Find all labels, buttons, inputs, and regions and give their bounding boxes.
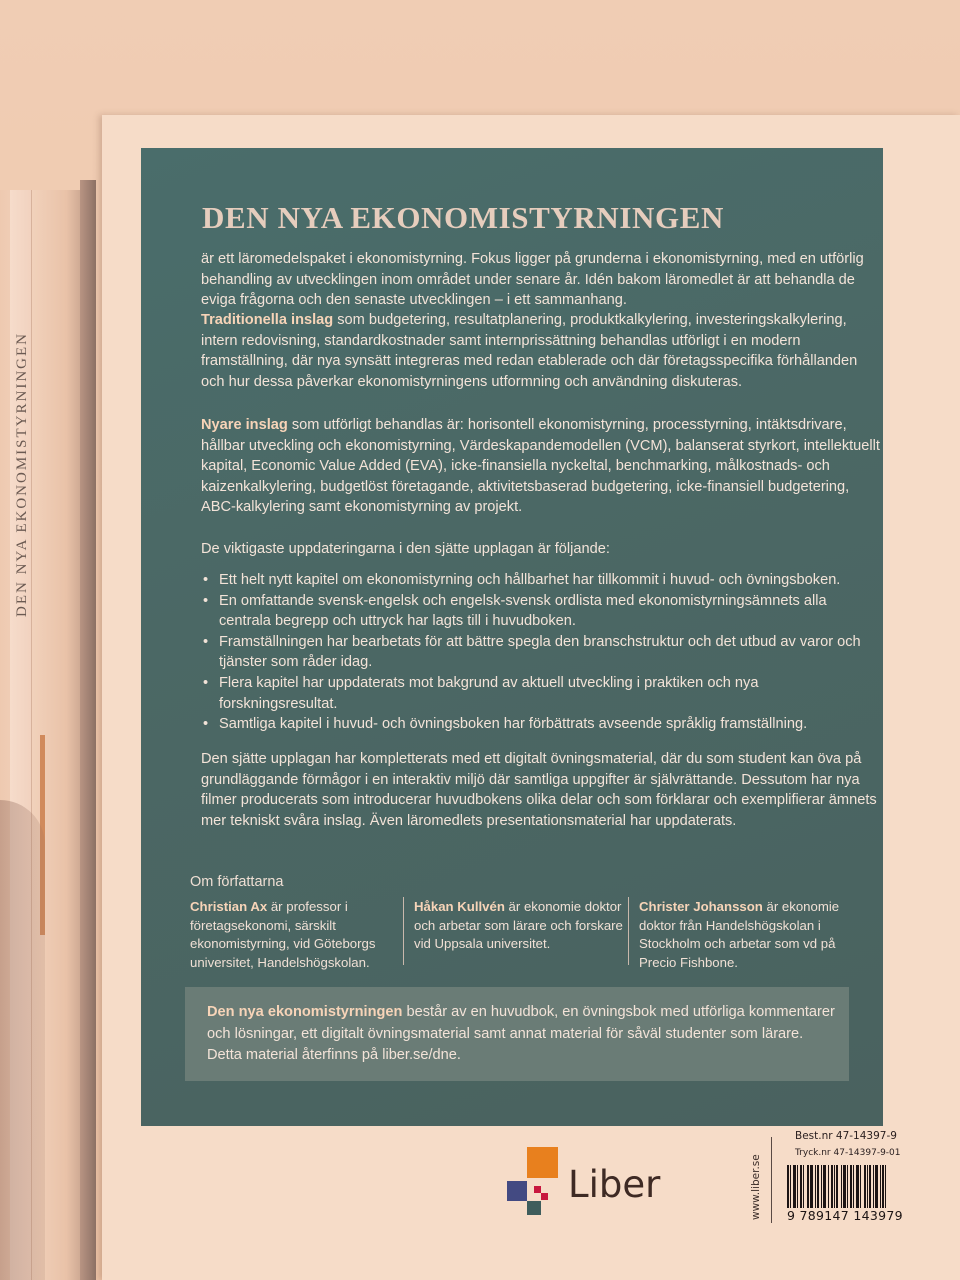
- author-bio: är professor i företagsekonomi, särskilt ekonomistyrning, vid Göteborgs universitet, Handelshögskolan.: [190, 899, 376, 970]
- traditional-text: som budgetering, resultatplanering, produktkalkylering, investeringskalkylering, intern redovisning, standardkostnader samt internprissättning behandlas utförligt i en modern framställning, där nya synsätt integreras med redan etablerade och där företagsspecifika förhållanden och hur dessa påverkar ekonomistyrningens utformning och användning diskuteras.: [201, 312, 858, 390]
- logo-orange-square: [527, 1147, 558, 1178]
- author-name: Håkan Kullvén: [414, 899, 505, 914]
- author-hakan-kullven: [414, 898, 624, 954]
- logo-teal-square: [527, 1201, 541, 1215]
- logo-red-square: [534, 1186, 541, 1193]
- order-number: Best.nr 47-14397-9: [795, 1130, 897, 1142]
- traditional-lead: Traditionella inslag: [201, 312, 334, 328]
- logo-navy-square: [507, 1181, 527, 1201]
- author-bio: är ekonomie doktor och arbetar som lärare och forskare vid Uppsala universitet.: [414, 899, 623, 952]
- author-christer-johansson: [639, 898, 854, 972]
- update-item: • Framställningen har bearbetats för att bättre spegla den branschstruktur och det utbud av varor och tjänster som råder idag.: [201, 632, 861, 673]
- author-name: Christer Johansson: [639, 899, 763, 914]
- logo-wordmark: Liber: [568, 1163, 661, 1206]
- update-item: • Samtliga kapitel i huvud- och övningsboken har förbättrats avseende språklig framställning.: [201, 714, 861, 735]
- author-christian-ax: [190, 898, 395, 972]
- author-divider: [628, 897, 629, 965]
- updates-intro: De viktigaste uppdateringarna i den sjätte upplagan är följande:: [201, 541, 610, 557]
- updates-list: [201, 570, 861, 735]
- info-box-text: [207, 1002, 837, 1067]
- intro-paragraph: är ett läromedelspaket i ekonomistyrning. Fokus ligger på grunderna i ekonomistyrning, med en utförlig behandling av utvecklingen inom området under senare år. Idén bakom läromedlet är att behandla de eviga frågorna och den senaste utvecklingen – i ett sammanhang.: [201, 251, 864, 309]
- author-bio: är ekonomie doktor från Handelshögskolan i Stockholm och arbetar som vd på Precio Fishbone.: [639, 899, 840, 970]
- authors-heading: Om författarna: [190, 874, 284, 890]
- spine-shadow-edge: [80, 180, 96, 1280]
- spine-title: DEN NYA EKONOMISTYRNINGEN: [14, 332, 30, 618]
- newer-text: som utförligt behandlas är: horisontell ekonomistyrning, processtyrning, intäktsdrivare, hållbar utveckling och ekonomistyrning, Värdeskapandemodellen (VCM), balanserat styrkort, intellektuellt kapital, Economic Value Added (EVA), icke-finansiella nyckeltal, benchmarking, målkostnads- och kaizenkalkylering, budgetlöst företagande, aktivitetsbaserad budgetering, icke-finansiell budgetering, ABC-kalkylering samt ekonomistyrning av projekt.: [201, 417, 880, 516]
- publisher-website: www.liber.se: [750, 1154, 762, 1221]
- newer-paragraph: [201, 415, 881, 518]
- publisher-divider: [771, 1137, 772, 1223]
- info-body: består av en huvudbok, en övningsbok med utförliga kommentarer och lösningar, ett digitalt övningsmaterial samt annat material för såväl studenter som lärare. Detta material återfinns på liber.se/dne.: [207, 1004, 835, 1063]
- print-number: Tryck.nr 47-14397-9-01: [795, 1148, 901, 1158]
- digital-paragraph: Den sjätte upplagan har kompletterats med ett digitalt övningsmaterial, där du som student kan öva på grundläggande förmågor i en interaktiv miljö där samtliga uppgifter är självrättande. Dessutom har nya filmer producerats som introducerar huvudbokens olika delar och som förklarar och exemplifierar ämnets mer tekniskt svåra inslag. Även läromedlets presentationsmaterial har uppdaterats.: [201, 751, 877, 829]
- traditional-paragraph: [201, 310, 881, 392]
- update-item: • Ett helt nytt kapitel om ekonomistyrning och hållbarhet har tillkommit i huvud- och övningsboken.: [201, 570, 861, 591]
- info-lead: Den nya ekonomistyrningen: [207, 1004, 403, 1020]
- book-title: DEN NYA EKONOMISTYRNINGEN: [202, 200, 724, 235]
- hand-shadow: [0, 800, 45, 1280]
- logo-red-square: [541, 1193, 548, 1200]
- author-name: Christian Ax: [190, 899, 268, 914]
- newer-lead: Nyare inslag: [201, 417, 288, 433]
- isbn-text: 9 789147 143979: [787, 1208, 903, 1223]
- update-item: • En omfattande svensk-engelsk och engelsk-svensk ordlista med ekonomistyrningsämnets alla centrala begrepp och uttryck har lagts till i huvudboken.: [201, 591, 861, 632]
- isbn-digits: [786, 1208, 904, 1223]
- update-item: • Flera kapitel har uppdaterats mot bakgrund av aktuell utveckling i praktiken och nya forskningsresultat.: [201, 673, 861, 714]
- author-divider: [403, 897, 404, 965]
